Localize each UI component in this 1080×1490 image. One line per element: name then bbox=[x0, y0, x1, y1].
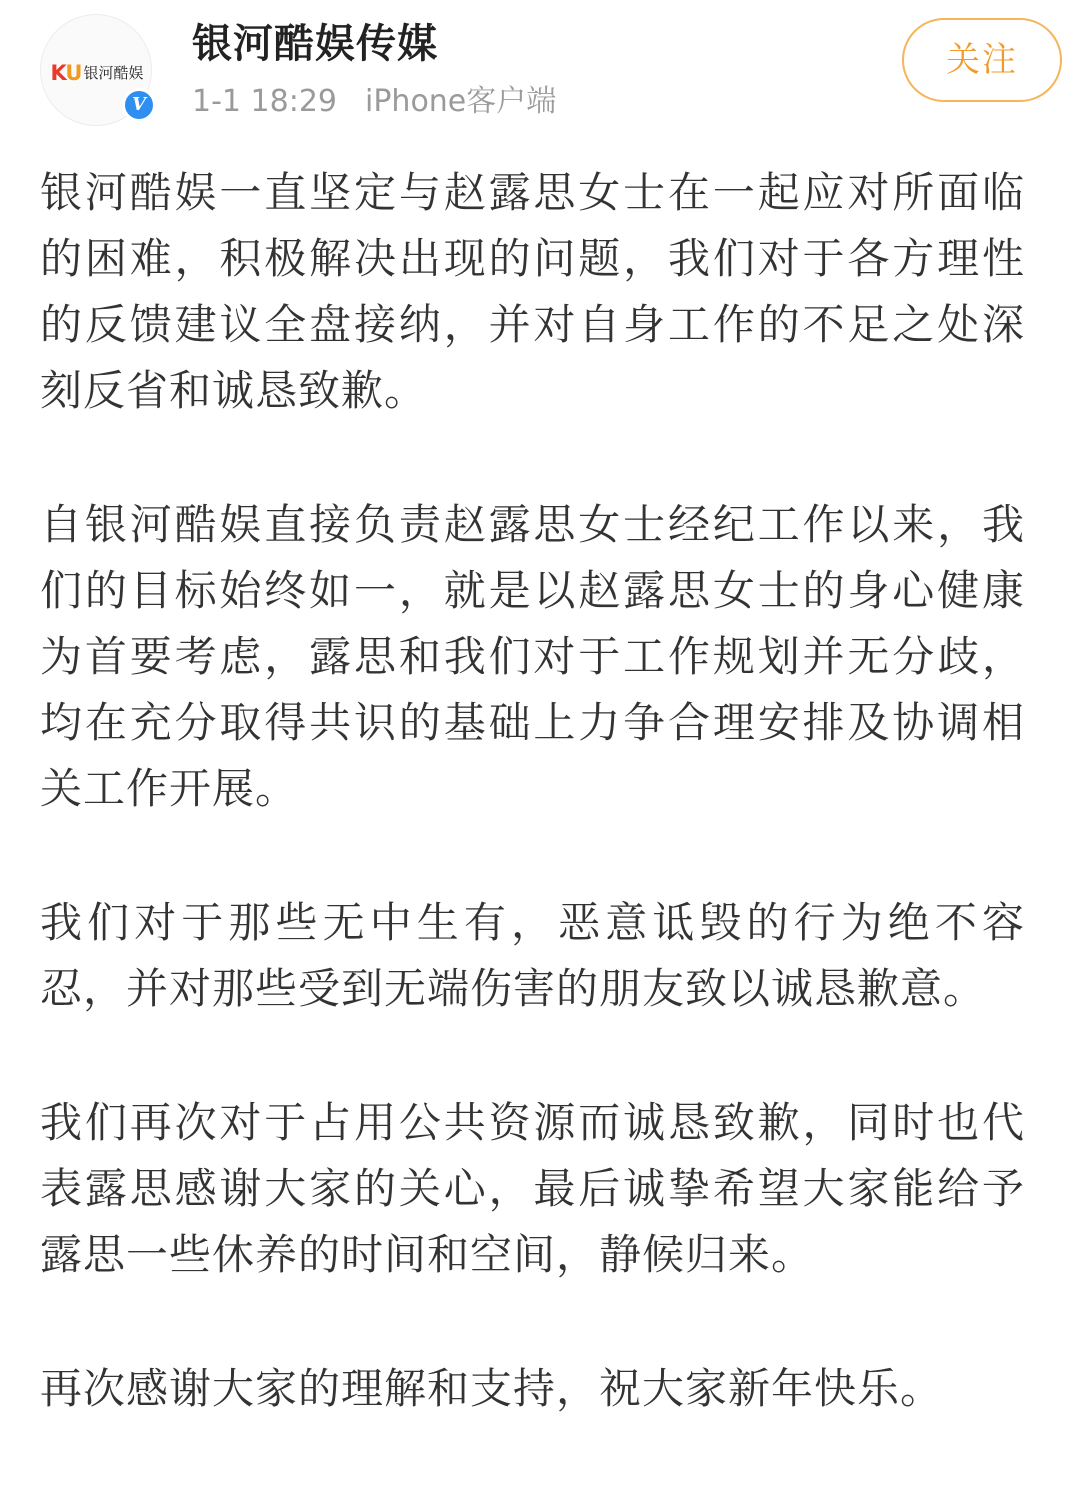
author-name[interactable]: 银河酷娱传媒 bbox=[192, 21, 438, 67]
brand-logo bbox=[43, 59, 151, 87]
post-timestamp: 1-1 18:29 bbox=[192, 84, 337, 119]
verified-icon: V bbox=[122, 88, 156, 122]
post-content bbox=[40, 160, 1025, 1490]
logo-mark: KU bbox=[50, 61, 82, 85]
post-source: iPhone客户端 bbox=[365, 84, 557, 119]
post-paragraph: 银河酷娱一直坚定与赵露思女士在一起应对所面临的困难，积极解决出现的问题，我们对于各方理性的反馈建议全盘接纳，并对自身工作的不足之处深刻反省和诚恳致歉。 bbox=[40, 168, 1025, 415]
logo-text: 银河酷娱 bbox=[83, 64, 144, 82]
follow-button[interactable]: 关注 bbox=[902, 18, 1062, 102]
post-meta bbox=[192, 82, 556, 122]
post-paragraph: 自银河酷娱直接负责赵露思女士经纪工作以来，我们的目标始终如一，就是以赵露思女士的身心健康为首要考虑，露思和我们对于工作规划并无分歧，均在充分取得共识的基础上力争合理安排及协调相关工作开展。 bbox=[40, 500, 1025, 813]
post-paragraph: 我们对于那些无中生有，恶意诋毁的行为绝不容忍，并对那些受到无端伤害的朋友致以诚恳歉意。 bbox=[40, 898, 1025, 1013]
post-paragraph: 我们再次对于占用公共资源而诚恳致歉，同时也代表露思感谢大家的关心，最后诚挚希望大家能给予露思一些休养的时间和空间，静候归来。 bbox=[40, 1098, 1025, 1279]
post-header bbox=[0, 0, 1080, 140]
post-paragraph: 再次感谢大家的理解和支持，祝大家新年快乐。 bbox=[40, 1364, 944, 1413]
